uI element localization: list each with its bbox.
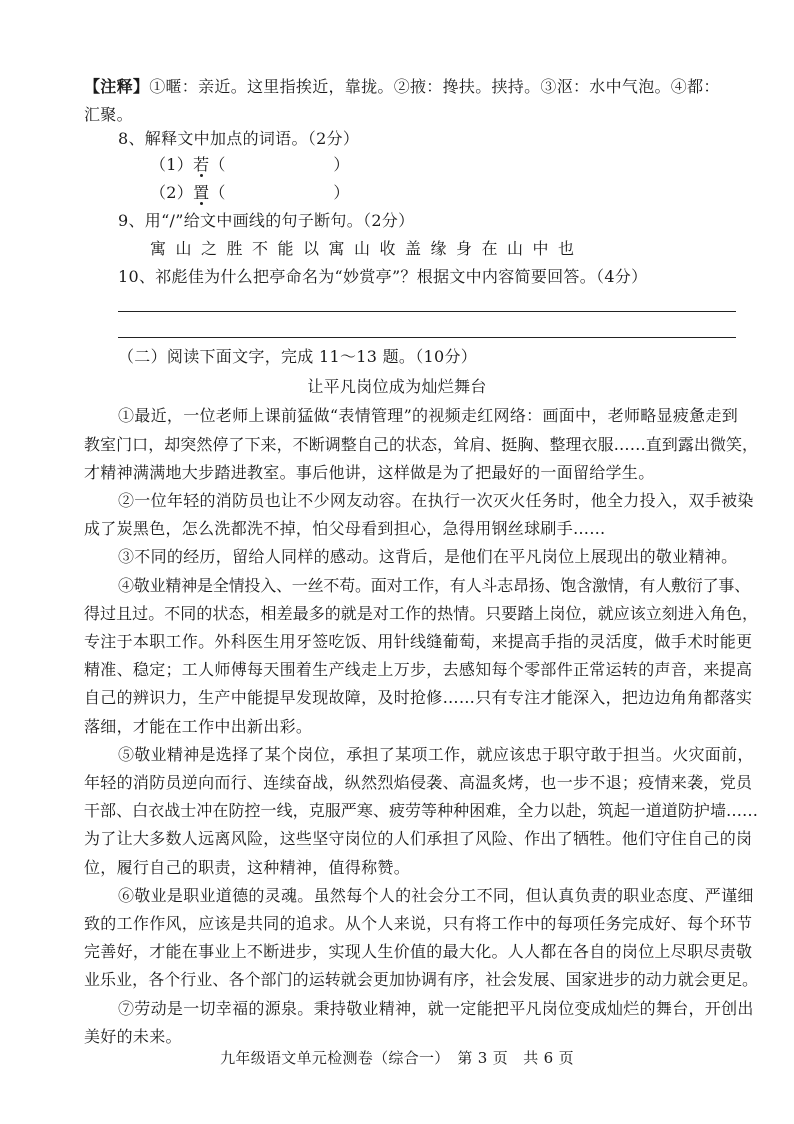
passage-line: ②一位年轻的消防员也让不少网友动容。在执行一次灭火任务时，他全力投入，双手被染 (118, 491, 754, 510)
q8-item-2-word: 置 (193, 183, 210, 202)
note-label: 【注释】 (84, 77, 150, 96)
answer-line-2[interactable] (118, 337, 736, 338)
note-line-1 (84, 76, 720, 98)
passage-title: 让平凡岗位成为灿烂舞台 (307, 377, 487, 396)
passage-line: 才精神满满地大步踏进教室。事后他讲，这样做是为了把最好的一面留给学生。 (84, 463, 655, 482)
q8-item-1-prefix: （1） (150, 155, 194, 174)
passage-line: ⑤敬业精神是选择了某个岗位，承担了某项工作，就应该忠于职守敢于担当。火灾面前， (118, 745, 754, 764)
passage-line: 教室门口，却突然停了下来，不断调整自己的状态，耸肩、挺胸、整理衣服……直到露出微笑， (84, 435, 759, 454)
passage-line: 专注于本职工作。外科医生用牙签吃饭、用针线缝葡萄，来提高手指的灵活度，做手术时能更 (84, 632, 753, 651)
q10-stem: 10、祁彪佳为什么把亭命名为“妙赏亭”？根据文中内容简要回答。（4分） (118, 267, 648, 286)
passage-line: ①最近，一位老师上课前猛做“表情管理”的视频走红网络：画面中，老师略显疲惫走到 (118, 406, 739, 425)
passage-line: 位，履行自己的职责，这种精神，值得称赞。 (84, 858, 411, 877)
answer-line-1[interactable] (118, 311, 736, 312)
q8-item-1-word: 若 (193, 155, 210, 174)
q8-item-1 (150, 154, 350, 176)
passage-line: ⑥敬业是职业道德的灵魂。虽然每个人的社会分工不同，但认真负责的职业态度、严谨细 (118, 886, 754, 905)
passage-line: 自己的辨识力，生产中能提早发现故障，及时抢修……只有专注才能深入，把边边角角都落实 (84, 688, 753, 707)
section-heading: （二）阅读下面文字，完成 11～13 题。（10分） (118, 347, 478, 366)
passage-line: 成了炭黑色，怎么洗都洗不掉，怕父母看到担心，急得用钢丝球刷手…… (84, 519, 606, 538)
passage-line: 美好的未来。 (84, 1027, 182, 1046)
passage-line: 完善好，才能在事业上不断进步，实现人生价值的最大化。人人都在各自的岗位上尽职尽责敬 (84, 942, 753, 961)
passage-line: 年轻的消防员逆向而行、连续奋战，纵然烈焰侵袭、高温炙烤，也一步不退；疫情来袭，党员 (84, 773, 753, 792)
q8-item-2 (150, 182, 350, 204)
passage-line: ⑦劳动是一切幸福的源泉。秉持敬业精神，就一定能把平凡岗位变成灿烂的舞台，开创出 (118, 999, 754, 1018)
q9-sentence: 寓山之胜不能以寓山收盖缘身在山中也 (150, 239, 584, 258)
passage-line: 干部、白衣战士冲在防控一线，克服严寒、疲劳等种种困难，全力以赴，筑起一道道防护墙…… (84, 801, 759, 820)
passage-line: ③不同的经历，留给人同样的感动。这背后，是他们在平凡岗位上展现出的敬业精神。 (118, 547, 738, 566)
passage-line: 精准、稳定；工人师傅每天围着生产线走上万步，去感知每个零部件正常运转的声音，来提高 (84, 660, 753, 679)
q8-item-2-blank[interactable]: （ ） (209, 183, 350, 202)
page-footer: 九年级语文单元检测卷（综合一） 第 3 页 共 6 页 (220, 1049, 574, 1067)
passage-line: 得过且过。不同的状态，相差最多的就是对工作的热情。只要踏上岗位，就应该立刻进入角色， (84, 604, 759, 623)
q8-stem: 8、解释文中加点的词语。（2分） (118, 129, 360, 148)
passage-line: ④敬业精神是全情投入、一丝不苟。面对工作，有人斗志昂扬、饱含激情，有人敷衍了事、 (118, 576, 751, 595)
note-line-2: 汇聚。 (84, 105, 133, 124)
passage-line: 致的工作作风，应该是共同的追求。从个人来说，只有将工作中的每项任务完成好、每个环节 (84, 914, 753, 933)
q9-stem: 9、用“/”给文中画线的句子断句。（2分） (118, 211, 415, 230)
q8-item-1-blank[interactable]: （ ） (209, 155, 350, 174)
note-text: ①暱：亲近。这里指挨近，靠拢。②掖：搀扶。挟持。③沤：水中气泡。④都： (149, 77, 720, 96)
passage-line: 业乐业，各个行业、各个部门的运转就会更加协调有序，社会发展、国家进步的动力就会更足。 (84, 970, 759, 989)
passage-line: 落细，才能在工作中出新出彩。 (84, 717, 313, 736)
passage-line: 为了让大多数人远离风险，这些坚守岗位的人们承担了风险、作出了牺牲。他们守住自己的岗 (84, 829, 753, 848)
q8-item-2-prefix: （2） (150, 183, 194, 202)
